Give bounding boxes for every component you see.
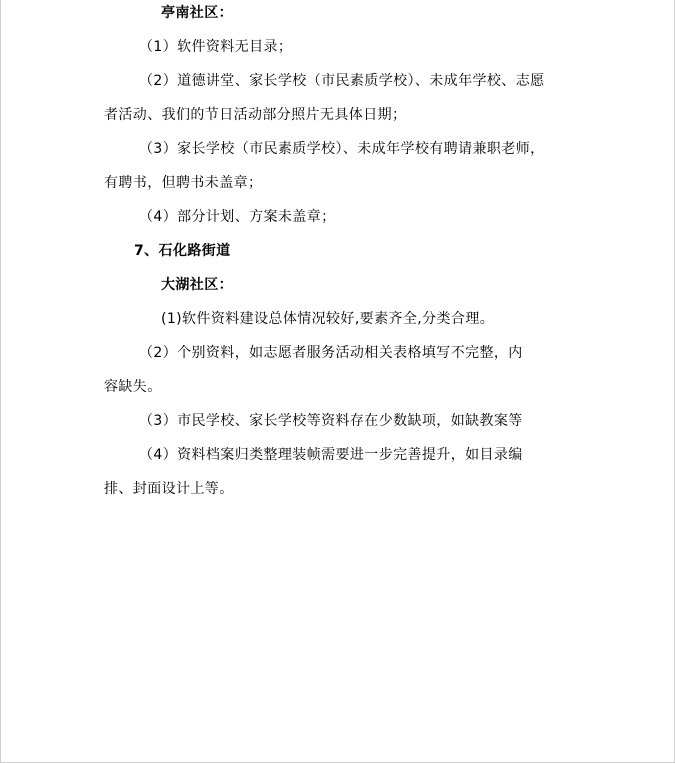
tingnan-item-1: （1）软件资料无目录； [139, 39, 293, 55]
dahu-item-2-cont: 容缺失。 [104, 379, 162, 395]
community-heading-dahu: 大湖社区： [161, 277, 233, 293]
tingnan-item-4: （4）部分计划、方案未盖章； [139, 209, 336, 225]
community-heading-tingnan: 亭南社区： [161, 5, 233, 21]
dahu-item-4: （4）资料档案归类整理装帧需要进一步完善提升，如目录编 [139, 447, 523, 463]
tingnan-item-2: （2）道德讲堂、家长学校（市民素质学校）、未成年学校、志愿 [139, 73, 545, 89]
dahu-item-1: (1)软件资料建设总体情况较好,要素齐全,分类合理。 [161, 311, 495, 327]
dahu-item-4-cont: 排、封面设计上等。 [104, 481, 234, 497]
tingnan-item-3-cont: 有聘书，但聘书未盖章； [104, 175, 263, 191]
tingnan-item-3: （3）家长学校（市民素质学校）、未成年学校有聘请兼职老师， [139, 141, 545, 157]
dahu-item-2: （2）个别资料，如志愿者服务活动相关表格填写不完整，内 [139, 345, 523, 361]
section-heading-shihualu: 7、石化路街道 [134, 243, 231, 259]
dahu-item-3: （3）市民学校、家长学校等资料存在少数缺项，如缺教案等 [139, 413, 523, 429]
tingnan-item-2-cont: 者活动、我们的节日活动部分照片无具体日期； [104, 107, 407, 123]
